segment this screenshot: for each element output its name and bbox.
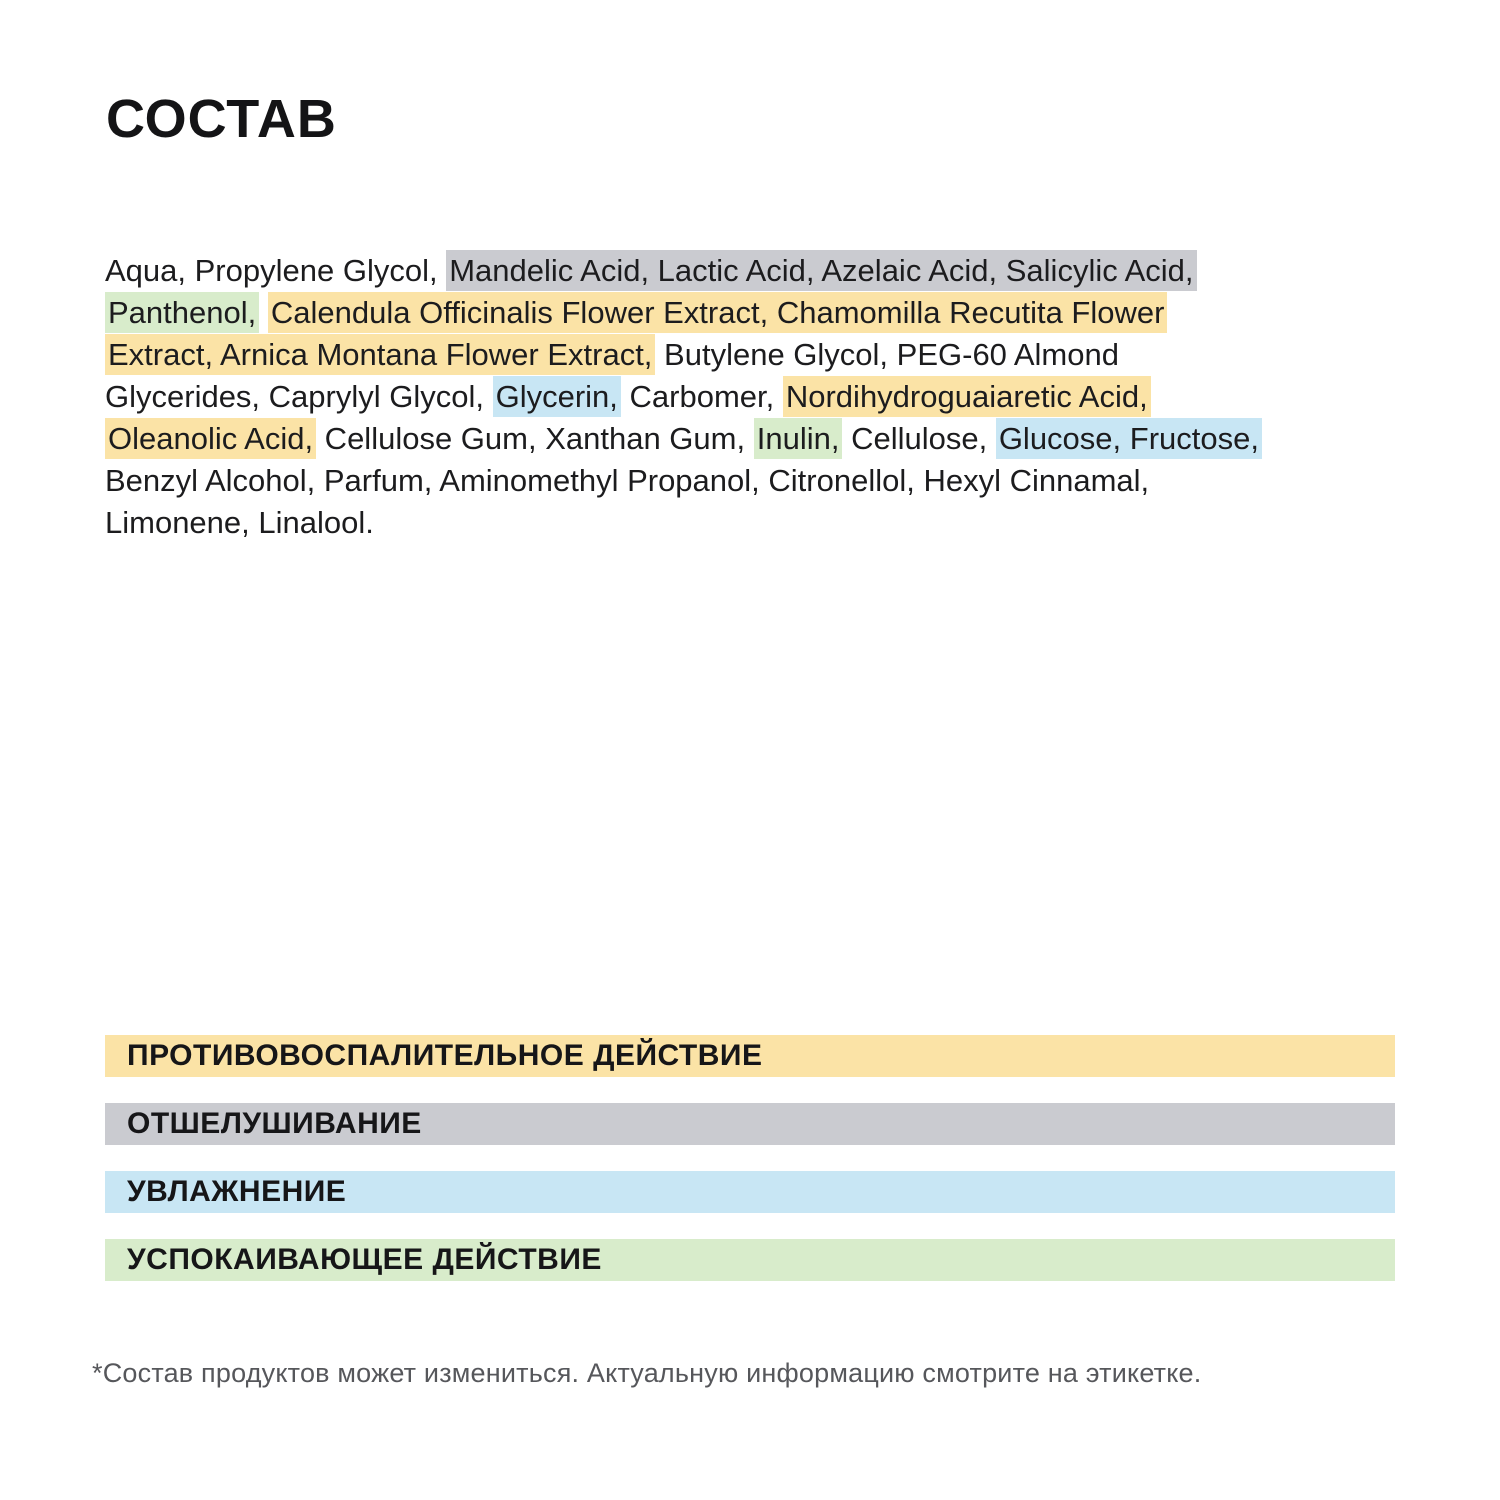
legend-label: УВЛАЖНЕНИЕ: [127, 1175, 347, 1208]
legend-label: ОТШЕЛУШИВАНИЕ: [127, 1107, 422, 1140]
ingredients-line: [105, 502, 1425, 544]
legend-label: УСПОКАИВАЮЩЕЕ ДЕЙСТВИЕ: [127, 1243, 602, 1276]
footnote: *Состав продуктов может измениться. Актуальную информацию смотрите на этикетке.: [92, 1358, 1202, 1388]
ingredient-highlight-blue: Glucose, Fructose,: [996, 418, 1262, 459]
ingredient-text: Cellulose Gum, Xanthan Gum,: [316, 421, 754, 456]
ingredient-highlight-green: Panthenol,: [105, 292, 259, 333]
ingredient-highlight-yellow: Calendula Officinalis Flower Extract, Chamomilla Recutita Flower: [268, 292, 1168, 333]
ingredient-highlight-yellow: Nordihydroguaiaretic Acid,: [783, 376, 1151, 417]
ingredient-text: Carbomer,: [620, 379, 783, 414]
legend-label: ПРОТИВОВОСПАЛИТЕЛЬНОЕ ДЕЙСТВИЕ: [127, 1039, 763, 1072]
ingredients-line: [105, 460, 1425, 502]
ingredients-line: [105, 334, 1425, 376]
ingredient-text: Glycerides, Caprylyl Glycol,: [105, 379, 493, 414]
ingredients-paragraph: [105, 250, 1425, 544]
ingredient-highlight-gray: Mandelic Acid, Lactic Acid, Azelaic Acid, Salicylic Acid,: [446, 250, 1196, 291]
ingredient-text: Benzyl Alcohol, Parfum, Aminomethyl Propanol, Citronellol, Hexyl Cinnamal,: [105, 463, 1150, 498]
legend-bar-blue: [105, 1171, 1395, 1213]
ingredient-highlight-yellow: Oleanolic Acid,: [105, 418, 316, 459]
ingredient-highlight-blue: Glycerin,: [493, 376, 621, 417]
ingredients-line: [105, 292, 1425, 334]
legend: [105, 1035, 1395, 1307]
ingredient-text: [259, 295, 268, 330]
ingredients-line: [105, 250, 1425, 292]
ingredient-text: Limonene, Linalool.: [105, 505, 374, 540]
ingredients-line: [105, 376, 1425, 418]
ingredient-highlight-green: Inulin,: [754, 418, 843, 459]
legend-bar-gray: [105, 1103, 1395, 1145]
ingredient-text: Butylene Glycol, PEG-60 Almond: [655, 337, 1119, 372]
legend-bar-yellow: [105, 1035, 1395, 1077]
ingredient-text: Cellulose,: [842, 421, 996, 456]
ingredient-text: Aqua, Propylene Glycol,: [105, 253, 447, 288]
page-title: СОСТАВ: [106, 89, 337, 149]
ingredient-highlight-yellow: Extract, Arnica Montana Flower Extract,: [105, 334, 655, 375]
ingredients-line: [105, 418, 1425, 460]
legend-bar-green: [105, 1239, 1395, 1281]
